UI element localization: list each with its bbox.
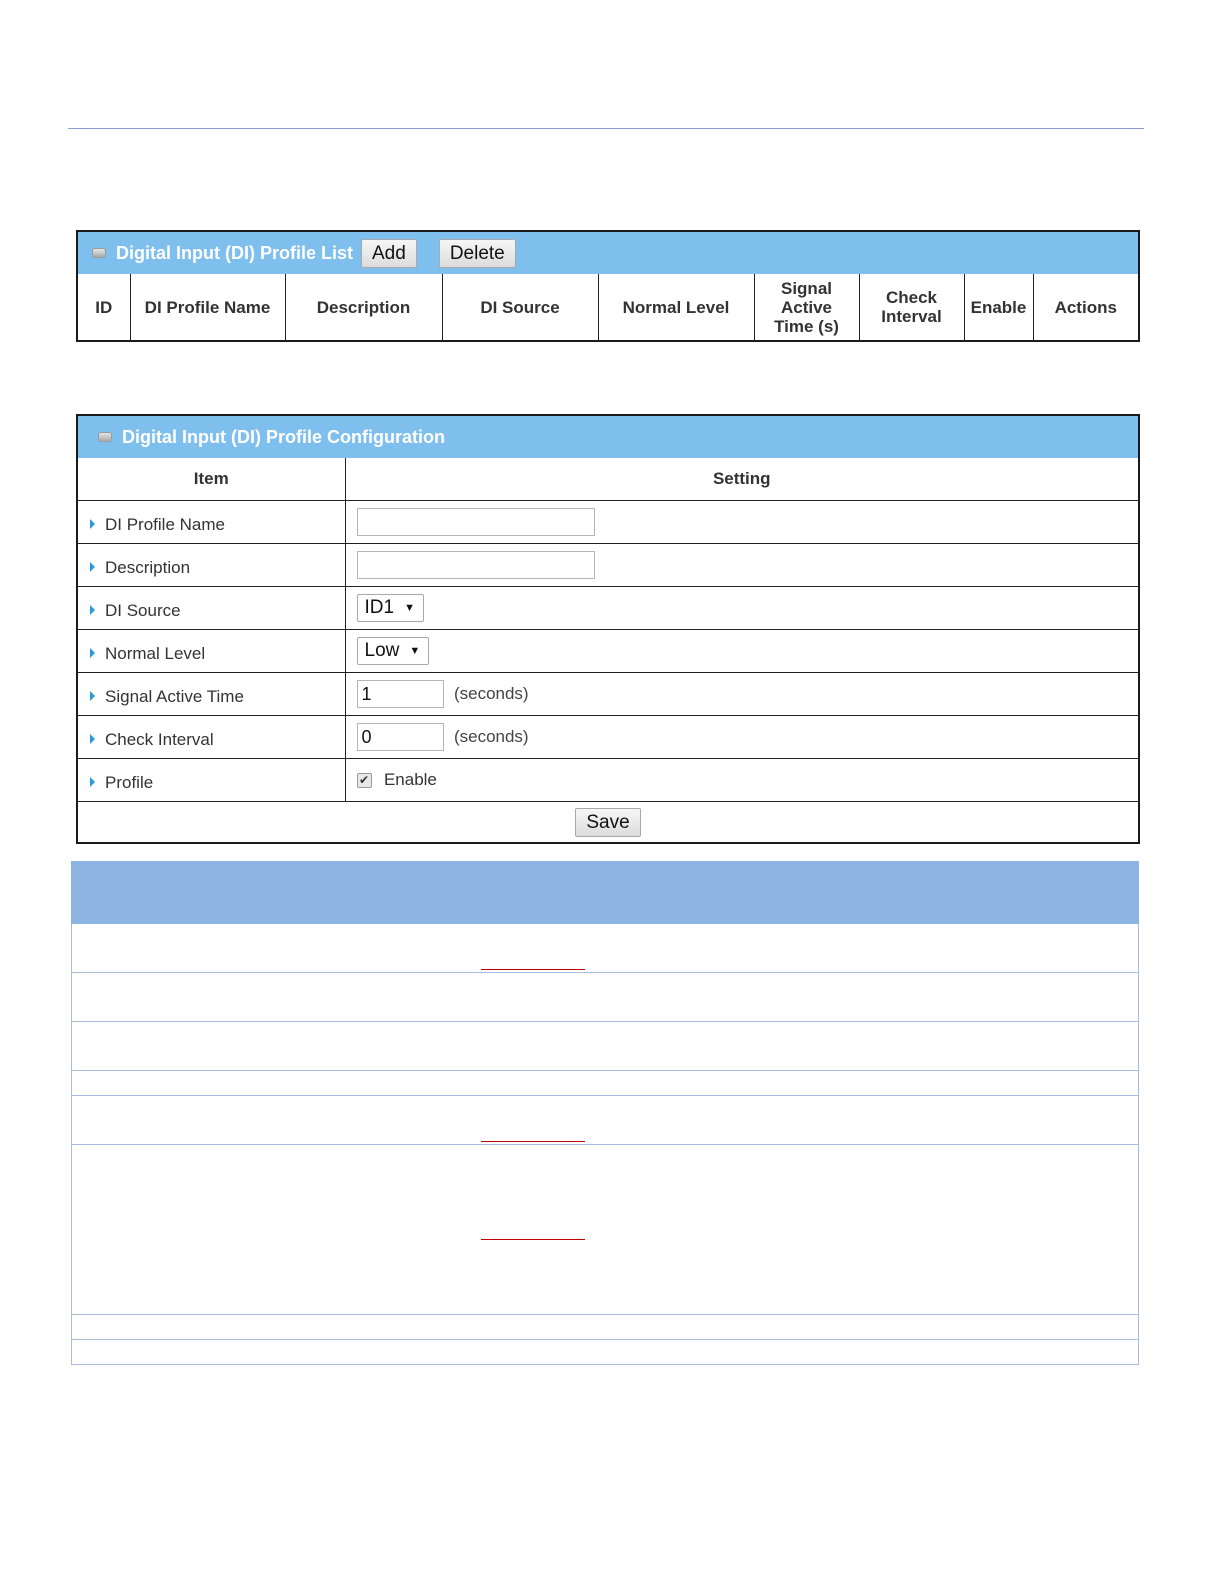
row-arrow-icon: [90, 605, 95, 615]
column-header-setting: Setting: [712, 469, 771, 488]
add-button[interactable]: Add: [361, 239, 417, 268]
config-row-di-source: [78, 587, 1138, 630]
profile-name-label: DI Profile Name: [105, 515, 225, 534]
description-table-row: [72, 1315, 1139, 1340]
description-table-row: [72, 973, 1139, 1022]
config-save-row: [78, 802, 1138, 843]
normal-level-label: Normal Level: [105, 644, 206, 663]
check-interval-label: Check Interval: [105, 730, 214, 749]
row-arrow-icon: [90, 691, 95, 701]
di-profile-list-panel: [76, 230, 1140, 342]
description-table-header: [72, 862, 1139, 924]
row-arrow-icon: [90, 734, 95, 744]
config-row-description: [78, 544, 1138, 587]
panel-bullet-icon: [98, 432, 112, 442]
di-source-select[interactable]: [357, 594, 424, 622]
column-header-normal-level: Normal Level: [598, 274, 754, 340]
dropdown-arrow-icon: ▼: [404, 602, 415, 614]
description-table-row: [72, 924, 1139, 973]
check-interval-unit: (seconds): [453, 727, 529, 746]
row-arrow-icon: [90, 777, 95, 787]
signal-active-time-label: Signal Active Time: [105, 687, 244, 706]
check-interval-input[interactable]: [357, 723, 444, 751]
profile-label: Profile: [105, 773, 154, 792]
column-header-enable: Enable: [964, 274, 1033, 340]
link-underline: [481, 969, 585, 970]
profile-enable-checkbox[interactable]: ✔: [357, 773, 372, 788]
config-header-row: [78, 458, 1138, 501]
description-table-row: [72, 1340, 1139, 1365]
description-label: Description: [105, 558, 191, 577]
normal-level-select[interactable]: [357, 637, 430, 665]
di-source-selected-value: ID1: [364, 597, 395, 618]
di-profile-config-header: [78, 416, 1138, 458]
list-header-row: [78, 274, 1138, 340]
save-button[interactable]: Save: [575, 808, 640, 837]
description-table-row: [72, 1022, 1139, 1071]
config-row-normal-level: [78, 630, 1138, 673]
config-row-profile: [78, 759, 1138, 802]
link-underline: [481, 1239, 585, 1240]
column-header-di-source: DI Source: [442, 274, 598, 340]
panel-bullet-icon: [92, 248, 106, 258]
description-table-row: [72, 1096, 1139, 1145]
config-row-check-interval: [78, 716, 1138, 759]
signal-active-time-unit: (seconds): [453, 684, 529, 703]
description-table-row: [72, 1145, 1139, 1315]
row-arrow-icon: [90, 562, 95, 572]
config-row-profile-name: [78, 501, 1138, 544]
di-source-label: DI Source: [105, 601, 181, 620]
row-arrow-icon: [90, 519, 95, 529]
di-profile-list-header: [78, 232, 1138, 274]
page-header-rule: [68, 128, 1144, 129]
di-profile-list-table: [78, 274, 1138, 340]
config-row-signal-active-time: [78, 673, 1138, 716]
row-arrow-icon: [90, 648, 95, 658]
di-profile-list-title: Digital Input (DI) Profile List: [116, 242, 353, 263]
column-header-signal-active-time: Signal Active Time (s): [754, 274, 859, 340]
profile-enable-label: Enable: [383, 770, 437, 789]
signal-active-time-input[interactable]: [357, 680, 444, 708]
dropdown-arrow-icon: ▼: [409, 645, 421, 657]
description-input[interactable]: [357, 551, 595, 579]
di-profile-config-title: Digital Input (DI) Profile Configuration: [122, 426, 445, 447]
column-header-id: ID: [95, 297, 113, 317]
column-header-item: Item: [78, 458, 345, 501]
di-profile-config-panel: [76, 414, 1140, 844]
column-header-profile-name: DI Profile Name: [130, 274, 285, 340]
column-header-description: Description: [285, 274, 442, 340]
description-table: [71, 861, 1139, 1365]
normal-level-selected-value: Low: [364, 640, 400, 661]
link-underline: [481, 1141, 585, 1142]
column-header-actions: Actions: [1033, 274, 1138, 340]
delete-button[interactable]: Delete: [439, 239, 516, 268]
description-table-row: [72, 1071, 1139, 1096]
column-header-check-interval: Check Interval: [859, 274, 964, 340]
di-profile-config-table: [78, 458, 1138, 842]
profile-name-input[interactable]: [357, 508, 595, 536]
